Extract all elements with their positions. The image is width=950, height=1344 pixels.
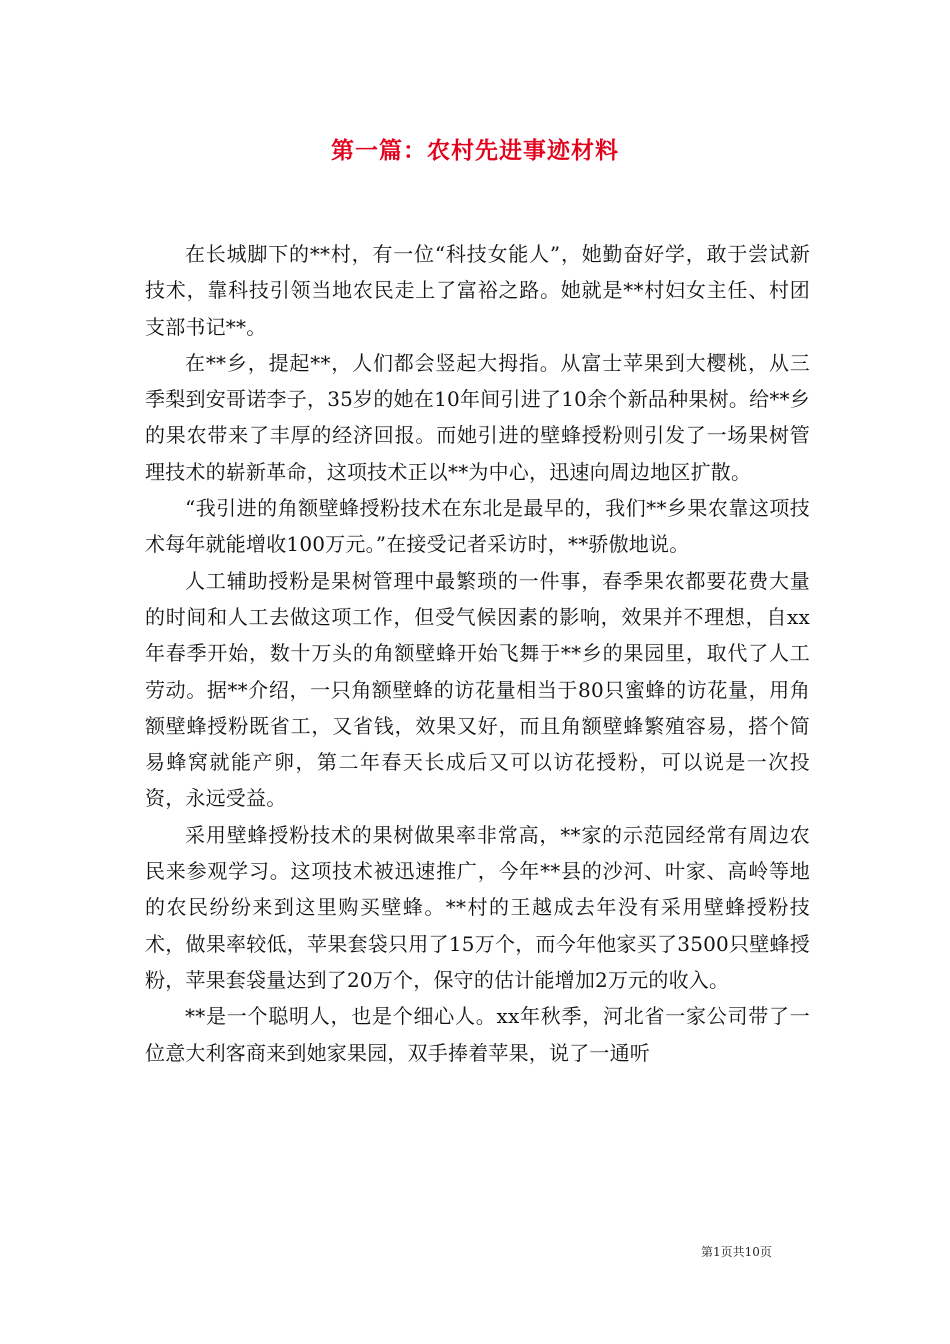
document-body — [145, 236, 810, 1071]
paragraph-1: 在长城脚下的**村，有一位“科技女能人”，她勤奋好学，敢于尝试新技术，靠科技引领当地农民走上了富裕之路。她就是**村妇女主任、村团支部书记**。 — [145, 242, 810, 339]
paragraph-6: **是一个聪明人，也是个细心人。xx年秋季，河北省一家公司带了一位意大利客商来到她家果园，双手捧着苹果，说了一通听 — [145, 1004, 810, 1065]
paragraph-5: 采用壁蜂授粉技术的果树做果率非常高，**家的示范园经常有周边农民来参观学习。这项技术被迅速推广，今年**县的沙河、叶家、高岭等地的农民纷纷来到这里购买壁蜂。**村的王越成去年没有采用壁蜂授粉技术，做果率较低，苹果套袋只用了15万个，而今年他家买了3500只壁蜂授粉，苹果套袋量达到了20万个，保守的估计能增加2万元的收入。 — [145, 822, 810, 992]
paragraph-4: 人工辅助授粉是果树管理中最繁琐的一件事，春季果农都要花费大量的时间和人工去做这项工作，但受气候因素的影响，效果并不理想，自xx年春季开始，数十万头的角额壁蜂开始飞舞于**乡的果园里，取代了人工劳动。据**介绍，一只角额壁蜂的访花量相当于80只蜜蜂的访花量，用角额壁蜂授粉既省工，又省钱，效果又好，而且角额壁蜂繁殖容易，搭个简易蜂窝就能产卵，第二年春天长成后又可以访花授粉，可以说是一次投资，永远受益。 — [145, 568, 810, 811]
page-number-footer: 第1页共10页 — [701, 1245, 772, 1259]
document-title: 第一篇：农村先进事迹材料 — [331, 137, 619, 164]
paragraph-2: 在**乡，提起**，人们都会竖起大拇指。从富士苹果到大樱桃，从三季梨到安哥诺李子，35岁的她在10年间引进了10余个新品种果树。给**乡的果农带来了丰厚的经济回报。而她引进的壁蜂授粉则引发了一场果树管理技术的崭新革命，这项技术正以**为中心，迅速向周边地区扩散。 — [145, 350, 810, 484]
paragraph-3: “我引进的角额壁蜂授粉技术在东北是最早的，我们**乡果农靠这项技术每年就能增收100万元。”在接受记者采访时，**骄傲地说。 — [145, 496, 810, 557]
